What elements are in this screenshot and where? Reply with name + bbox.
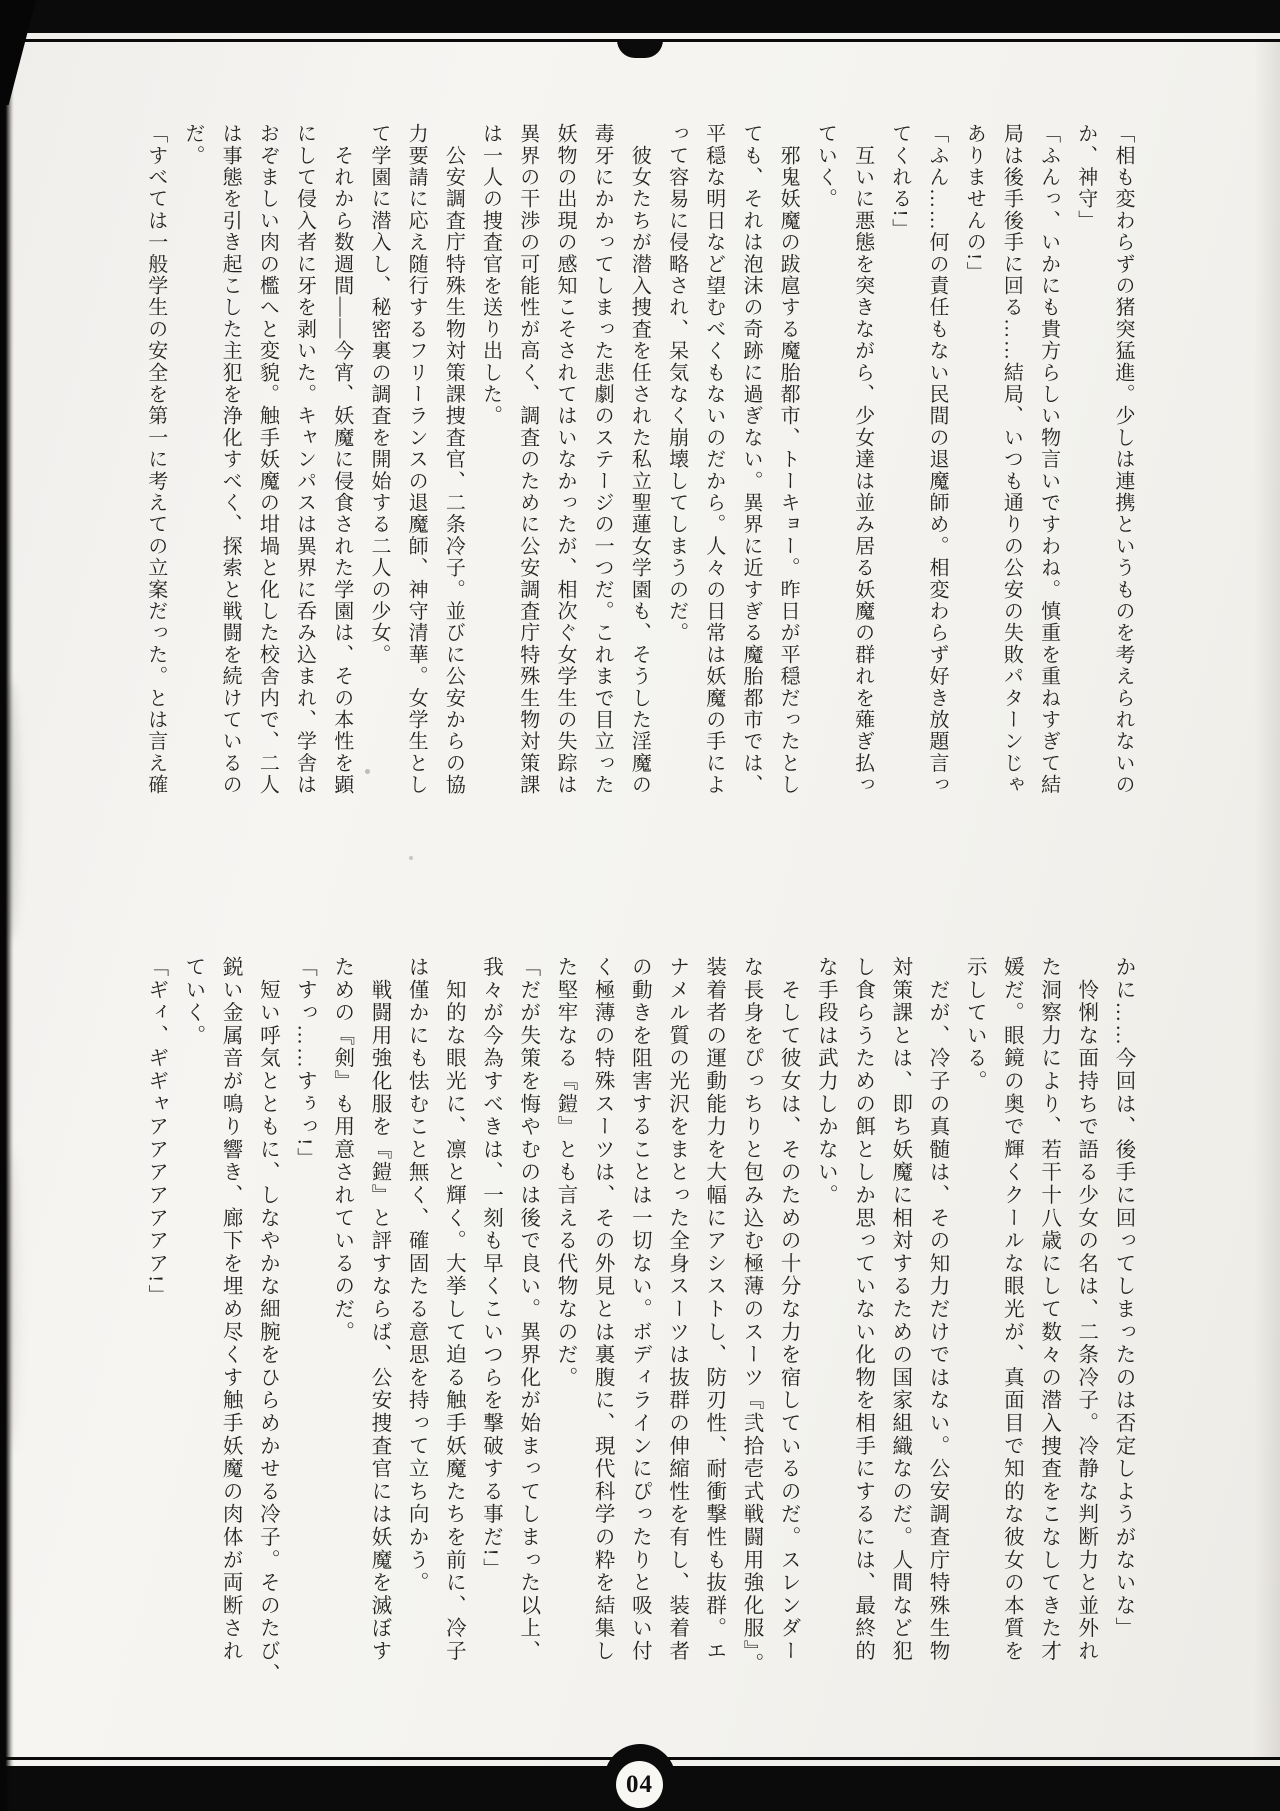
top-border-band [0,0,1280,33]
text-column: にして侵入者に牙を剥いた。キャンパスは異界に呑み込まれ、学舎は [293,123,316,796]
text-column: それから数週間――今宵、妖魔に侵食された学園は、その本性を顕 [330,123,353,796]
text-column: 対策課とは、即ち妖魔に相対するための国家組織なのだ。人間など犯 [888,956,911,1663]
text-column: てくれる!」 [888,123,911,240]
text-column: だ。 [181,123,204,167]
text-column: 我々が今為すべきは、一刻も早くこいつらを撃破する事だ!」 [479,956,502,1581]
story-text-block-top [136,123,1141,823]
text-column: 「相も変わらずの猪突猛進。少しは連携というものを考えられないの [1112,123,1134,796]
text-column: 平穏な明日など望むべくもないのだから。人々の日常は妖魔の手によ [702,123,725,796]
text-column: 「すべては一般学生の安全を第一に考えての立案だった。とは言え確 [144,123,167,796]
text-column: 媛だ。眼鏡の奥で輝くクールな眼光が、真面目で知的な彼女の本質を [1000,956,1023,1663]
scan-edge-artifact-left [0,0,14,1811]
text-column: は一人の捜査官を送り出した。 [479,123,502,427]
scan-edge-shading-right [1254,42,1280,1757]
text-column: 異界の干渉の可能性が高く、調査のために公安調査庁特殊生物対策課 [516,123,539,796]
text-column: ナメル質の光沢をまとった全身スーツは抜群の伸縮性を有し、装着者 [665,956,688,1663]
text-column: 公安調査庁特殊生物対策課捜査官、二条冷子。並びに公安からの協 [442,123,465,796]
text-column: 「ふん……何の責任もない民間の退魔師め。相変わらず好き放題言っ [925,123,948,796]
text-column: ありませんの!」 [963,123,986,284]
text-column: の動きを阻害することは一切ない。ボディラインにぴったりと吸い付 [628,956,651,1663]
text-column: かに……今回は、後手に回ってしまったのは否定しようがないな」 [1112,956,1134,1640]
text-column: おぞましい肉の檻へと変貌。触手妖魔の坩堝と化した校舎内で、二人 [256,123,279,796]
text-column: た洞察力により、若干十八歳にして数々の潜入捜査をこなしてきた才 [1037,956,1060,1663]
text-column: 力要請に応え随行するフリーランスの退魔師、神守清華。女学生とし [405,123,428,796]
text-column: 装着者の運動能力を大幅にアシストし、防刃性、耐衝撃性も抜群。エ [702,956,725,1663]
text-column: な手段は武力しかない。 [814,956,837,1207]
text-column: ための『剣』も用意されているのだ。 [330,956,353,1344]
text-column: 「ギィ、ギギャアアアアアアア!」 [144,956,167,1308]
text-column: し食らうための餌としか思っていない化物を相手にするには、最終的 [851,956,874,1663]
text-column: ていく。 [814,123,837,210]
text-column: な長身をぴっちりと包み込む極薄のスーツ『弐拾壱式戦闘用強化服』。 [739,956,762,1676]
text-column: そして彼女は、そのための十分な力を宿しているのだ。スレンダー [777,956,800,1663]
text-column: 「すっ……すぅっ!」 [293,956,316,1171]
text-column: 短い呼気とともに、しなやかな細腕をひらめかせる冷子。そのたび、 [256,956,279,1686]
text-column: 示している。 [963,956,986,1093]
scan-corner-artifact [0,0,36,105]
text-column: ていく。 [181,956,204,1048]
text-column: て学園に潜入し、秘密裏の調査を開始する二人の少女。 [367,123,390,666]
story-text-block-bottom [136,956,1141,1704]
text-column: く極薄の特殊スーツは、その外見とは裏腹に、現代科学の粋を結集し [591,956,614,1663]
page-number: 04 [626,1770,653,1798]
text-column: 知的な眼光に、凛と輝く。大挙して迫る触手妖魔たちを前に、冷子 [442,956,465,1663]
text-column: 怜悧な面持ちで語る少女の名は、二条冷子。冷静な判断力と並外れ [1074,956,1097,1663]
text-column: ても、それは泡沫の奇跡に過ぎない。異界に近すぎる魔胎都市では、 [739,123,762,796]
text-column: 「だが失策を悔やむのは後で良い。異界化が始まってしまった以上、 [516,956,539,1663]
text-column: か、神守」 [1074,123,1097,232]
text-column: 邪鬼妖魔の跋扈する魔胎都市、トーキョー。昨日が平穏だったとし [777,123,800,796]
text-column: は僅かにも怯むこと無く、確固たる意思を持って立ち向かう。 [405,956,428,1595]
text-column: 「ふんっ、いかにも貴方らしい物言いですわね。慎重を重ねすぎて結 [1037,123,1060,796]
text-column: 戦闘用強化服を『鎧』と評すならば、公安捜査官には妖魔を滅ぼす [367,956,390,1663]
text-column: 妖物の出現の感知こそされてはいなかったが、相次ぐ女学生の失踪は [553,123,576,796]
text-column: 鋭い金属音が鳴り響き、廊下を埋め尽くす触手妖魔の肉体が両断され [219,956,242,1663]
text-column: 局は後手後手に回る……結局、いつも通りの公安の失敗パターンじゃ [1000,123,1023,796]
top-border-ornament [617,40,663,58]
text-column: 互いに悪態を突きながら、少女達は並み居る妖魔の群れを薙ぎ払っ [851,123,874,796]
scan-speck [409,856,413,860]
page-number-badge [616,1761,663,1808]
text-column: だが、冷子の真髄は、その知力だけではない。公安調査庁特殊生物 [925,956,948,1663]
text-column: た堅牢なる『鎧』とも言える代物なのだ。 [553,956,576,1390]
text-column: は事態を引き起こした主犯を浄化すべく、探索と戦闘を続けているの [219,123,242,796]
text-column: 彼女たちが潜入捜査を任された私立聖蓮女学園も、そうした淫魔の [628,123,651,796]
text-column: 毒牙にかかってしまった悲劇のステージの一つだ。これまで目立った [591,123,614,796]
text-column: って容易に侵略され、呆気なく崩壊してしまうのだ。 [665,123,688,644]
